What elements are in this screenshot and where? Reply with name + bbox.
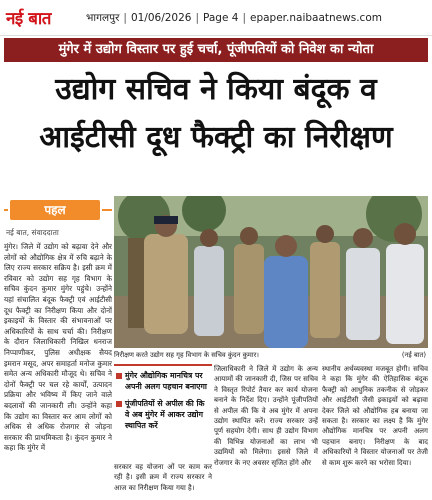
separator: | xyxy=(123,11,127,24)
left-column xyxy=(4,196,112,496)
photo-caption xyxy=(114,350,428,362)
highlights-box xyxy=(114,364,212,460)
separator: | xyxy=(242,11,246,24)
headline-line-2: आईटीसी दूध फैक्ट्री का निरीक्षण xyxy=(39,120,393,155)
byline: नई बात, संवाददाता xyxy=(6,228,59,237)
highlight-item xyxy=(116,398,210,431)
article-body-col2: जिलाधिकारी ने जिले में उद्योग के अन्य आयामों की जानकारी दी, जिस पर सचिव ने विस्तृत रिपोर्ट तैयार कर कार्य योजना बनाने के निर्देश दिए। उन्होंने पूंजीपतियों से अपील की कि वे अब मुंगेर में अपना उद्योग स्थापित करें। राज्य सरकार उन्हें पूर्ण सहयोग देगी। साथ ही उद्योग विभाग की विभिन्न योजनाओं का लाभ भी उद्यमियों को मिलेगा। इससे जिले में रोजगार के नए अवसर सृजित होंगे और xyxy=(214,365,318,467)
section-label: पहल xyxy=(10,200,100,220)
kicker-headline: मुंगेर में उद्योग विस्तार पर हुई चर्चा, पूंजीपतियों को निवेश का न्योता xyxy=(4,38,428,62)
article-body-left: मुंगेर। जिले में उद्योग को बढ़ावा देने और लोगों को औद्योगिक क्षेत्र में रुचि बढ़ाने के लिए राज्य सरकार सक्रिय है। इसी क्रम में रविवार को उद्योग सह गृह विभाग के सचिव कुंदन कुमार मुंगेर पहुंचे। उन्होंने यहां संचालित बंदूक फैक्ट्री एवं आईटीसी दूध फैक्ट्री का निरीक्षण किया और दोनों इकाइयों के विस्तार की संभावनाओं पर अधिकारियों के साथ चर्चा की। निरीक्षण के दौरान जिलाधिकारी निखिल धनराज निप्पाणीकर, पुलिस अधीक्षक सैयद इमरान मसूद, अपर समाहर्ता मनोज कुमार समेत अन्य अधिकारी मौजूद थे। सचिव ने दोनों फैक्ट्री पर चल रहे कार्यों, उत्पादन प्रक्रिया और भविष्य में किए जाने वाले बदलावों की जानकारी ली। उन्होंने कहा कि उद्योग का विस्तार कर आम लोगों को अधिक से अधिक रोजगार से जोड़ना सरकार की प्राथमिकता है। कुंदन कुमार ने कहा कि मुंगेर में xyxy=(4,242,112,453)
highlight-item xyxy=(116,370,210,392)
page-number: Page 4 xyxy=(203,11,239,24)
newspaper-logo: नई बात xyxy=(6,9,52,29)
epaper-link[interactable]: epaper.naibaatnews.com xyxy=(250,11,382,24)
masthead xyxy=(0,0,432,36)
article-body-bottom: सरकार वह योजना ओं पर काम कर रही है। इसी क्रम में राज्य सरकार ने आज का निरीक्षण किया गया है। xyxy=(114,463,212,492)
main-headline xyxy=(4,66,428,162)
bullet-icon xyxy=(116,401,122,407)
edition-meta xyxy=(86,11,382,25)
news-photo xyxy=(114,196,428,348)
caption-text: निरीक्षण करते उद्योग सह गृह विभाग के सचिव कुंदन कुमार। xyxy=(114,351,259,359)
photo-credit: (नई बात) xyxy=(401,351,426,359)
edition-city: भागलपुर xyxy=(86,11,120,24)
article-body-col3: स्थानीय अर्थव्यवस्था मजबूत होगी। सचिव ने कहा कि मुंगेर की ऐतिहासिक बंदूक फैक्ट्री को आधुनिक तकनीक से जोड़कर और आईटीसी जैसी इकाइयों को बढ़ावा देकर जिले को औद्योगिक हब बनाया जा सकता है। सरकार का लक्ष्य है कि मुंगेर औद्योगिक मानचित्र पर अपनी अलग पहचान बनाए। निरीक्षण के बाद अधिकारियों ने विस्तार योजनाओं पर तेजी से काम शुरू करने का भरोसा दिया। xyxy=(322,365,428,467)
separator: | xyxy=(195,11,200,24)
bullet-icon xyxy=(116,373,122,379)
highlight-text: पूंजीपतियों से अपील की कि वे अब मुंगेर में आकर उद्योग स्थापित करें xyxy=(125,399,205,430)
highlight-text: मुंगेर औद्योगिक मानचित्र पर अपनी अलग पहचान बनाएगा xyxy=(125,371,207,391)
officials-inspection-image xyxy=(114,196,428,348)
headline-line-1: उद्योग सचिव ने किया बंदूक व xyxy=(55,72,377,107)
edition-date: 01/06/2026 xyxy=(130,11,192,24)
